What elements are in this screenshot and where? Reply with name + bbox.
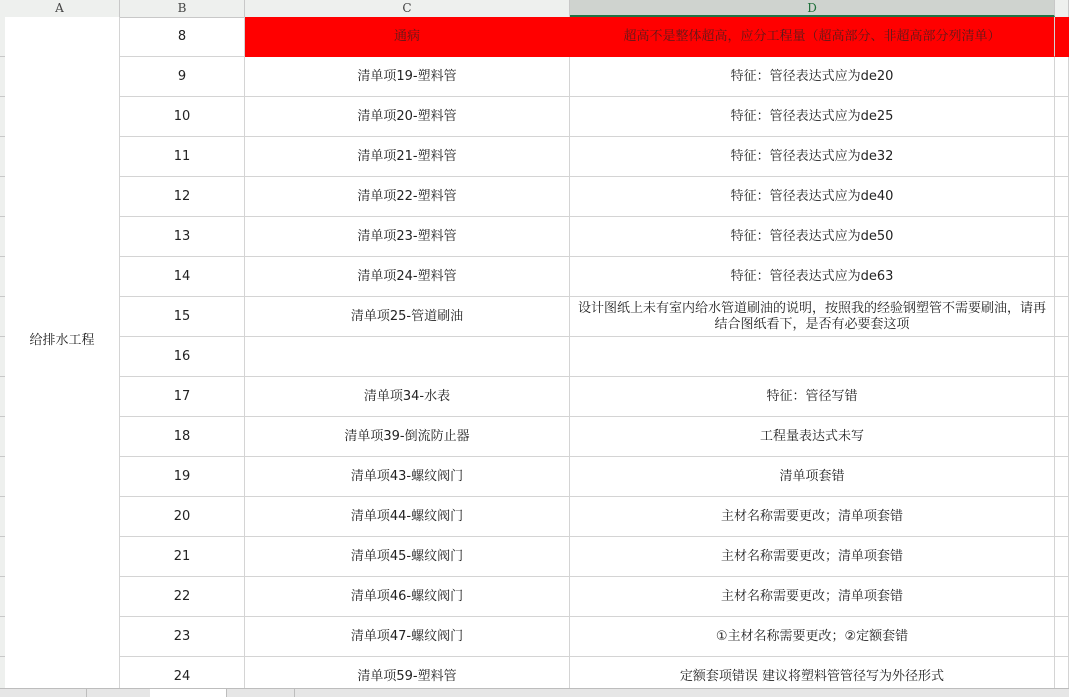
note-cell[interactable]: 特征：管径表达式应为de25 (570, 97, 1055, 137)
item-cell[interactable]: 通病 (245, 17, 570, 57)
table-row (120, 497, 1069, 537)
row-number-cell[interactable]: 18 (120, 417, 245, 457)
table-row (120, 137, 1069, 177)
row-number-cell[interactable]: 9 (120, 57, 245, 97)
note-cell[interactable]: 特征：管径表达式应为de63 (570, 257, 1055, 297)
empty-cell[interactable] (1055, 457, 1069, 497)
note-cell[interactable]: ①主材名称需要更改；②定额套错 (570, 617, 1055, 657)
empty-cell[interactable] (1055, 217, 1069, 257)
empty-cell[interactable] (1055, 17, 1069, 57)
row-number-cell[interactable]: 21 (120, 537, 245, 577)
note-cell[interactable]: 主材名称需要更改；清单项套错 (570, 537, 1055, 577)
empty-cell[interactable] (1055, 377, 1069, 417)
table-row (120, 17, 1069, 57)
table-row (120, 57, 1069, 97)
item-cell[interactable]: 清单项20-塑料管 (245, 97, 570, 137)
table-row (120, 577, 1069, 617)
table-row (120, 217, 1069, 257)
row-number-cell[interactable]: 10 (120, 97, 245, 137)
item-cell[interactable]: 清单项34-水表 (245, 377, 570, 417)
table-row (120, 537, 1069, 577)
note-cell[interactable]: 特征：管径表达式应为de32 (570, 137, 1055, 177)
row-number-cell[interactable]: 8 (120, 17, 245, 57)
empty-cell[interactable] (1055, 137, 1069, 177)
empty-cell[interactable] (1055, 337, 1069, 377)
item-cell[interactable]: 清单项59-塑料管 (245, 657, 570, 688)
item-cell[interactable]: 清单项47-螺纹阀门 (245, 617, 570, 657)
row-number-cell[interactable]: 20 (120, 497, 245, 537)
row-number-cell[interactable]: 23 (120, 617, 245, 657)
item-cell[interactable]: 清单项44-螺纹阀门 (245, 497, 570, 537)
note-cell[interactable]: 设计图纸上未有室内给水管道刷油的说明，按照我的经验钢塑管不需要刷油，请再结合图纸看下，是否有必要套这项 (570, 297, 1055, 337)
merged-cell-category[interactable] (5, 17, 120, 688)
row-number-cell[interactable]: 17 (120, 377, 245, 417)
item-cell[interactable]: 清单项21-塑料管 (245, 137, 570, 177)
note-cell[interactable] (570, 337, 1055, 377)
column-header-e[interactable] (1055, 0, 1069, 17)
note-cell[interactable]: 主材名称需要更改；清单项套错 (570, 497, 1055, 537)
item-cell[interactable]: 清单项22-塑料管 (245, 177, 570, 217)
empty-cell[interactable] (1055, 497, 1069, 537)
empty-cell[interactable] (1055, 577, 1069, 617)
table-row (120, 377, 1069, 417)
row-number-cell[interactable]: 24 (120, 657, 245, 688)
item-cell[interactable]: 清单项39-倒流防止器 (245, 417, 570, 457)
row-number-cell[interactable]: 16 (120, 337, 245, 377)
empty-cell[interactable] (1055, 657, 1069, 688)
note-cell[interactable]: 特征：管径写错 (570, 377, 1055, 417)
column-header-bar (0, 0, 1069, 18)
empty-cell[interactable] (1055, 417, 1069, 457)
column-header-b[interactable]: B (120, 0, 245, 17)
note-cell[interactable]: 特征：管径表达式应为de40 (570, 177, 1055, 217)
column-header-d[interactable]: D (570, 0, 1055, 17)
note-cell[interactable]: 定额套项错误 建议将塑料管管径写为外径形式 (570, 657, 1055, 688)
row-number-cell[interactable]: 22 (120, 577, 245, 617)
empty-cell[interactable] (1055, 57, 1069, 97)
row-number-cell[interactable]: 12 (120, 177, 245, 217)
empty-cell[interactable] (1055, 177, 1069, 217)
item-cell[interactable]: 清单项23-塑料管 (245, 217, 570, 257)
empty-cell[interactable] (1055, 97, 1069, 137)
item-cell[interactable]: 清单项24-塑料管 (245, 257, 570, 297)
item-cell[interactable]: 清单项46-螺纹阀门 (245, 577, 570, 617)
row-number-cell[interactable]: 11 (120, 137, 245, 177)
item-cell[interactable]: 清单项43-螺纹阀门 (245, 457, 570, 497)
note-cell[interactable]: 特征：管径表达式应为de20 (570, 57, 1055, 97)
item-cell[interactable] (245, 337, 570, 377)
table-row (120, 97, 1069, 137)
column-header-c[interactable]: C (245, 0, 570, 17)
table-row (120, 657, 1069, 688)
empty-cell[interactable] (1055, 617, 1069, 657)
table-row (120, 177, 1069, 217)
item-cell[interactable]: 清单项45-螺纹阀门 (245, 537, 570, 577)
row-number-cell[interactable]: 14 (120, 257, 245, 297)
table-row (120, 457, 1069, 497)
note-cell[interactable]: 超高不是整体超高，应分工程量（超高部分、非超高部分列清单） (570, 17, 1055, 57)
empty-cell[interactable] (1055, 537, 1069, 577)
row-number-cell[interactable]: 19 (120, 457, 245, 497)
table-row (120, 417, 1069, 457)
table-row (120, 337, 1069, 377)
empty-cell[interactable] (1055, 297, 1069, 337)
item-cell[interactable]: 清单项19-塑料管 (245, 57, 570, 97)
row-number-cell[interactable]: 13 (120, 217, 245, 257)
category-label: 给排水工程 (29, 332, 95, 348)
row-number-cell[interactable]: 15 (120, 297, 245, 337)
table-row (120, 297, 1069, 337)
column-header-a[interactable]: A (0, 0, 120, 17)
note-cell[interactable]: 特征：管径表达式应为de50 (570, 217, 1055, 257)
note-cell[interactable]: 主材名称需要更改；清单项套错 (570, 577, 1055, 617)
item-cell[interactable]: 清单项25-管道刷油 (245, 297, 570, 337)
note-cell[interactable]: 工程量表达式未写 (570, 417, 1055, 457)
note-cell[interactable]: 清单项套错 (570, 457, 1055, 497)
empty-cell[interactable] (1055, 257, 1069, 297)
table-row (120, 257, 1069, 297)
table-row (120, 617, 1069, 657)
